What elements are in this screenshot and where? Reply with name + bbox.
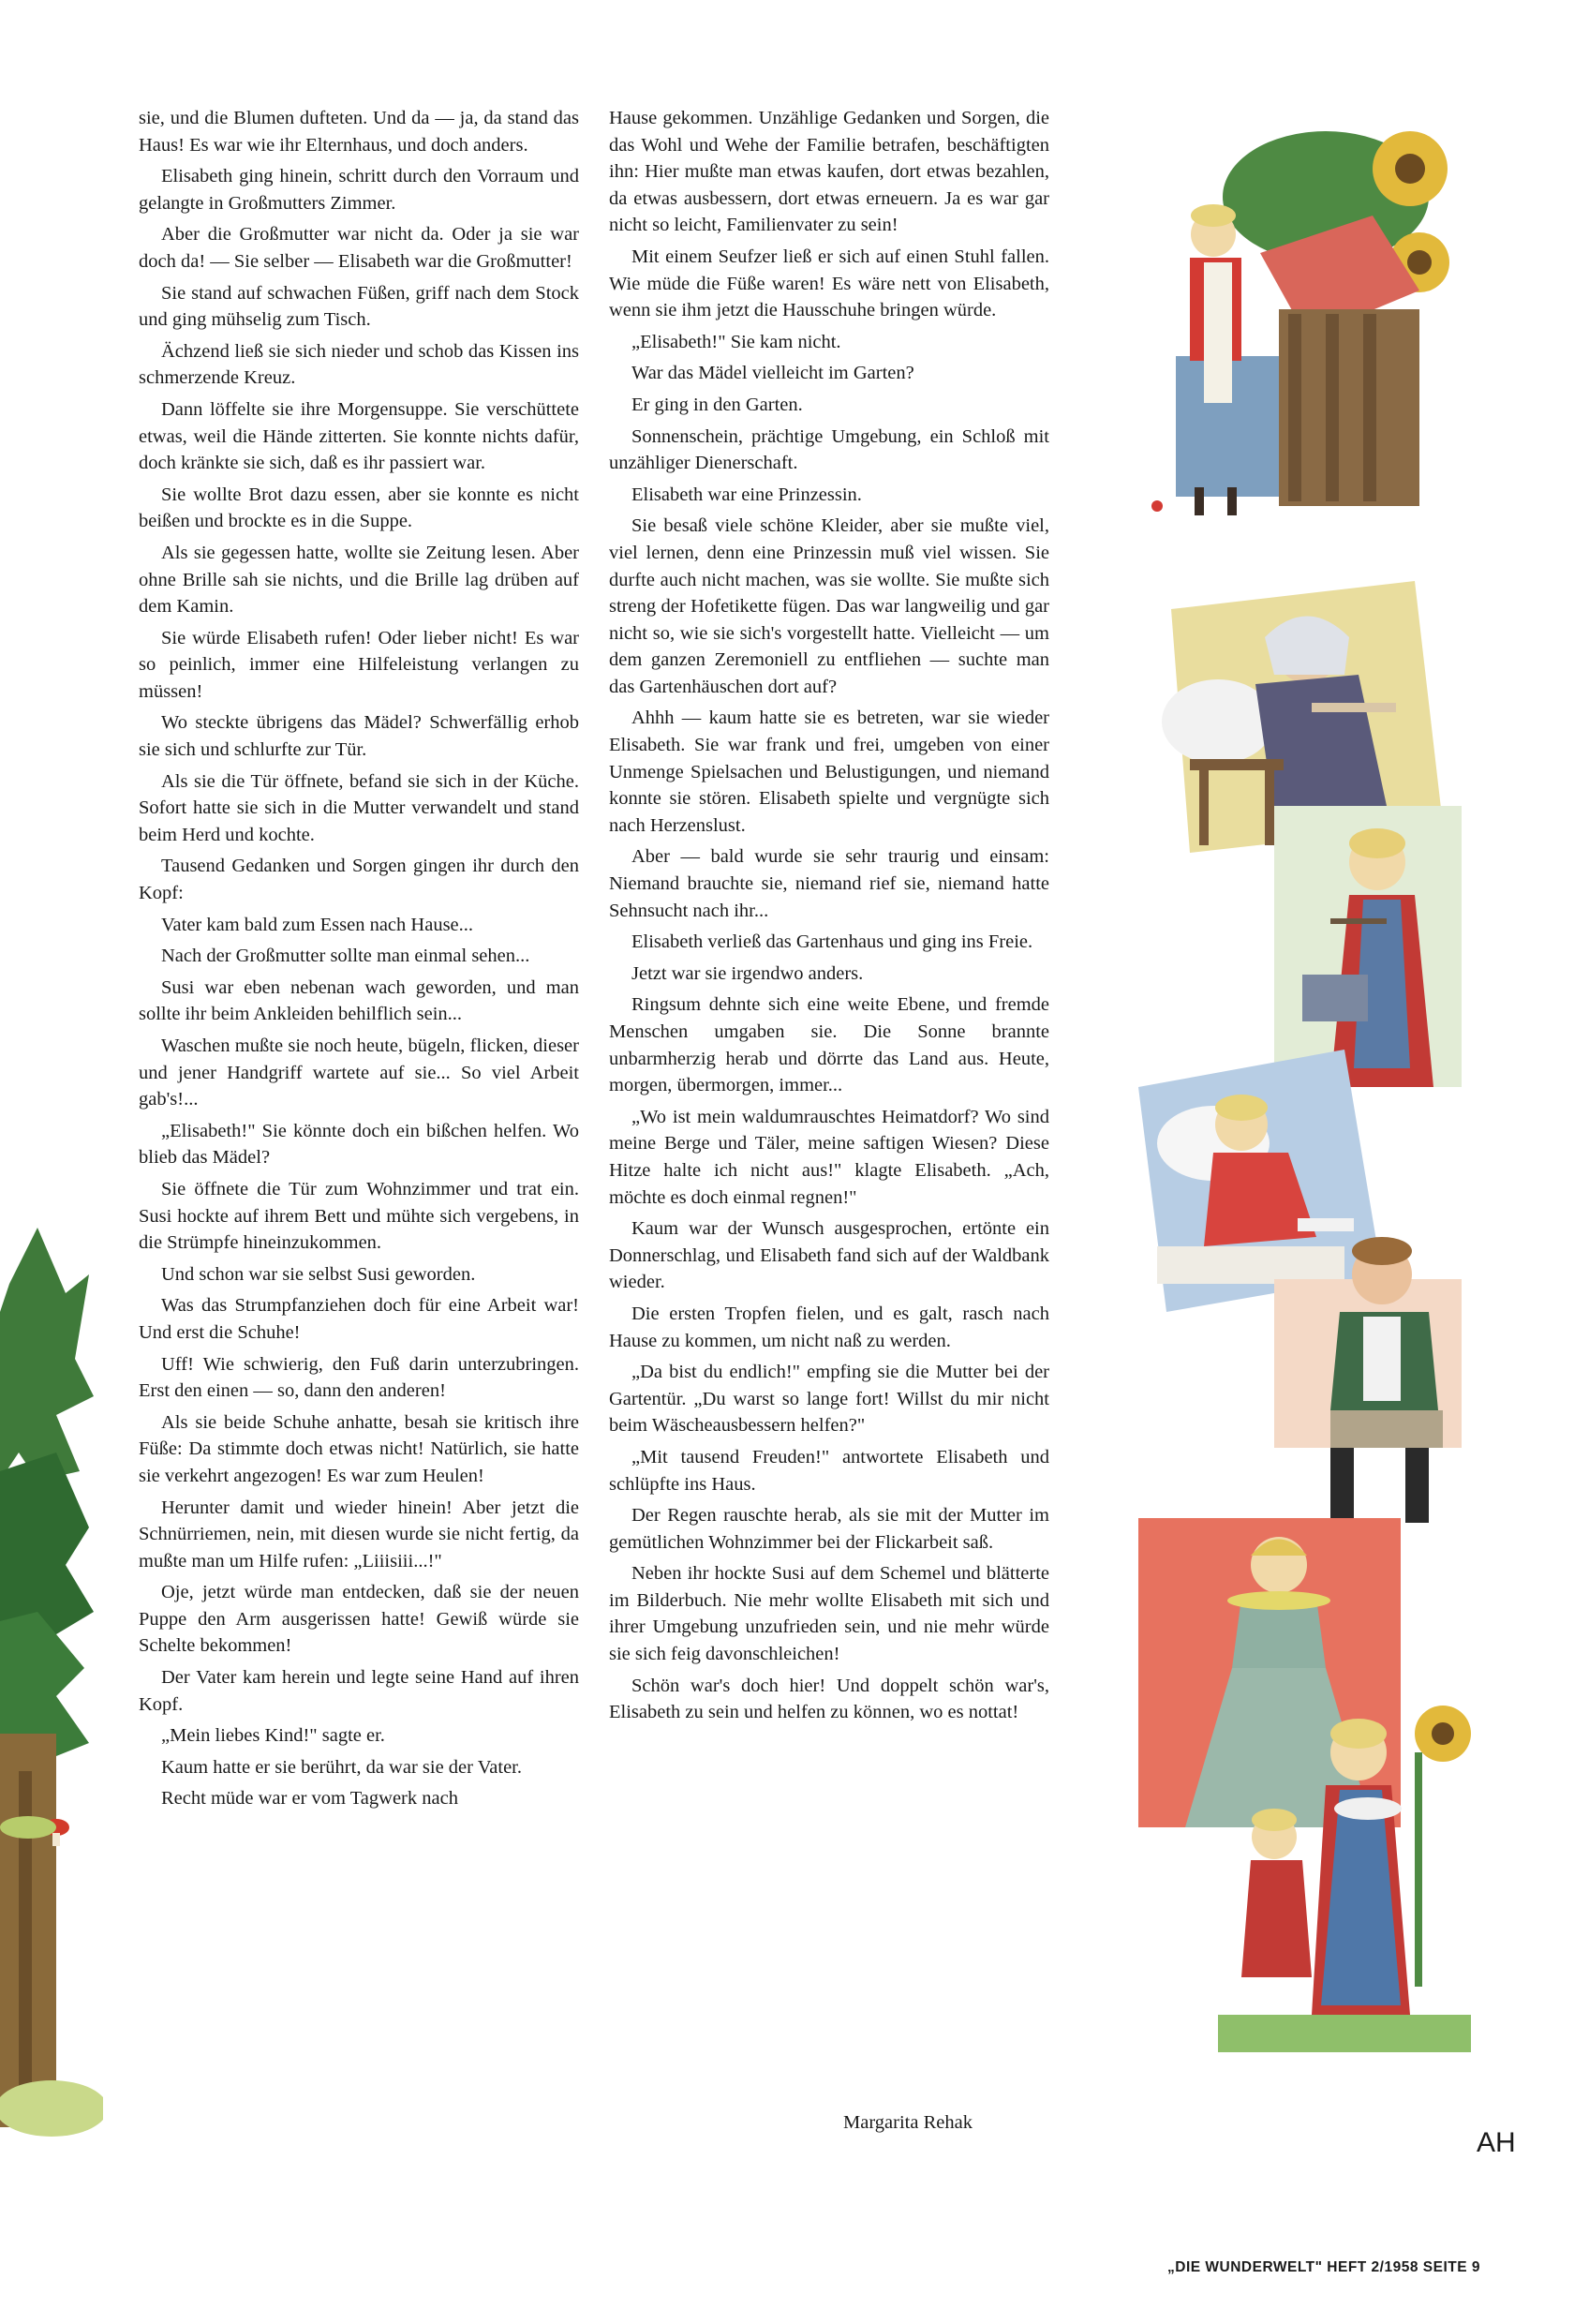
- paragraph: Als sie beide Schuhe anhatte, besah sie kritisch ihre Füße: Da stimmte doch etwas nicht! Natürlich, sie hatte sie verkehrt angezogen! Es war zum Heulen!: [139, 1411, 579, 1486]
- paragraph: Der Regen rauschte herab, als sie mit der Mutter im gemütlichen Wohnzimmer bei der Flickarbeit saß.: [609, 1505, 1049, 1553]
- paragraph: Die ersten Tropfen fielen, und es galt, rasch nach Hause zu kommen, um nicht naß zu werden.: [609, 1303, 1049, 1351]
- paragraph: Neben ihr hockte Susi auf dem Schemel und blätterte im Bilderbuch. Nie mehr wollte Elisabeth mit sich und ihrer Umgebung unzufrieden sein, und nie mehr würde sie sich feig davonschleichen!: [609, 1563, 1049, 1665]
- paragraph: Mit einem Seufzer ließ er sich auf einen Stuhl fallen. Wie müde die Füße waren! Es wäre nett von Elisabeth, wenn sie ihm jetzt die Hausschuhe bringen würde.: [609, 246, 1049, 321]
- paragraph: Elisabeth ging hinein, schritt durch den Vorraum und gelangte in Großmutters Zimmer.: [139, 166, 579, 214]
- paragraph: Herunter damit und wieder hinein! Aber jetzt die Schnürriemen, nein, mit diesen wurde sie nicht fertig, da mußte man um Hilfe rufen: „Liiisiii...!": [139, 1497, 579, 1572]
- paragraph: Und schon war sie selbst Susi geworden.: [161, 1263, 476, 1285]
- paragraph: Sie stand auf schwachen Füßen, griff nach dem Stock und ging mühselig zum Tisch.: [139, 282, 579, 331]
- paragraph: Sie besaß viele schöne Kleider, aber sie mußte viel, viel lernen, denn eine Prinzessin muß viel wissen. Sie durfte auch nicht machen, was sie wollte. Sie mußte sich streng der Hofetikette fügen. Das war langweilig und gar nicht so, wie sie sich's vorgestellt hatte. Vielleicht — um dem ganzen Zeremoniell zu entfliehen — suchte man das Gartenhäuschen dort auf?: [609, 515, 1049, 697]
- paragraph: Als sie gegessen hatte, wollte sie Zeitung lesen. Aber ohne Brille sah sie nichts, und die Brille lag drüben auf dem Kamin.: [139, 542, 579, 618]
- paragraph: Sie würde Elisabeth rufen! Oder lieber nicht! Es war so peinlich, immer eine Hilfeleistung verlangen zu müssen!: [139, 627, 579, 702]
- paragraph: Oje, jetzt würde man entdecken, daß sie der neuen Puppe den Arm ausgerissen hatte! Gewiß würde sie Schelte bekommen!: [139, 1582, 579, 1657]
- paragraph: Der Vater kam herein und legte seine Hand auf ihren Kopf.: [139, 1667, 579, 1715]
- paragraph: Hause gekommen. Unzählige Gedanken und Sorgen, die das Wohl und Wehe der Familie betrafen, beschäftigten ihn: Hier mußte man etwas kaufen, dort etwas bezahlen, da etwas ausbessern, dort etwas erneuern. Ja es war gar nicht so leicht, Familienvater zu sein!: [609, 108, 1049, 236]
- paragraph: Elisabeth verließ das Gartenhaus und ging ins Freie.: [631, 931, 1033, 953]
- paragraph: „Da bist du endlich!" empfing sie die Mutter bei der Gartentür. „Du warst so lange fort! Willst du mir nicht beim Wäscheausbessern helfen?": [609, 1362, 1049, 1437]
- paragraph: „Mit tausend Freuden!" antwortete Elisabeth und schlüpfte ins Haus.: [609, 1446, 1049, 1495]
- paragraph: Wo steckte übrigens das Mädel? Schwerfällig erhob sie sich und schlurfte zur Tür.: [139, 712, 579, 761]
- mother-and-susi-at-gate-illustration: [1218, 1696, 1471, 2062]
- paragraph: Was das Strumpfanziehen doch für eine Arbeit war! Und erst die Schuhe!: [139, 1295, 579, 1343]
- paragraph: Als sie die Tür öffnete, befand sie sich in der Küche. Sofort hatte sie sich in die Mutter verwandelt und stand beim Herd und kochte.: [139, 770, 579, 845]
- paragraph: Tausend Gedanken und Sorgen gingen ihr durch den Kopf:: [139, 856, 579, 904]
- paragraph: Recht müde war er vom Tagwerk nach: [161, 1788, 458, 1810]
- paragraph: Vater kam bald zum Essen nach Hause...: [161, 914, 474, 935]
- paragraph: Nach der Großmutter sollte man einmal sehen...: [161, 946, 530, 967]
- paragraph: Ächzend ließ sie sich nieder und schob das Kissen ins schmerzende Kreuz.: [139, 340, 579, 389]
- paragraph: War das Mädel vielleicht im Garten?: [631, 363, 914, 384]
- paragraph: Jetzt war sie irgendwo anders.: [631, 962, 864, 984]
- paragraph: Uff! Wie schwierig, den Fuß darin unterzubringen. Erst den einen — so, dann den anderen!: [139, 1353, 579, 1402]
- paragraph: „Elisabeth!" Sie kam nicht.: [631, 331, 841, 352]
- paragraph: sie, und die Blumen dufteten. Und da — ja, da stand das Haus! Es war wie ihr Elternhaus, und doch anders.: [139, 108, 579, 156]
- paragraph: Sie wollte Brot dazu essen, aber sie konnte es nicht beißen und brockte es in die Suppe.: [139, 484, 579, 532]
- forest-illustration: [0, 1171, 103, 2202]
- paragraph: Aber — bald wurde sie sehr traurig und einsam: Niemand brauchte sie, niemand rief sie, niemand hatte Sehnsucht nach ihr...: [609, 846, 1049, 921]
- paragraph: „Wo ist mein waldumrauschtes Heimatdorf? Wo sind meine Berge und Täler, meine saftigen Wiesen? Diese Hitze halte ich nicht aus!" klagte Elisabeth. „Ach, möchte es doch einmal regnen!": [609, 1106, 1049, 1208]
- paragraph: Dann löffelte sie ihre Morgensuppe. Sie verschüttete etwas, weil die Hände zitterten. Sie konnte nichts dafür, doch kränkte sie sich, daß es ihr passiert war.: [139, 398, 579, 474]
- story-left-column: [139, 105, 579, 1817]
- paragraph: Waschen mußte sie noch heute, bügeln, flicken, dieser und jener Handgriff wartete auf sie... So viel Arbeit gab's!...: [139, 1035, 579, 1110]
- paragraph: Susi war eben nebenan wach geworden, und man sollte ihr beim Ankleiden behilflich sein...: [139, 976, 579, 1025]
- author-credit: Margarita Rehak: [843, 2112, 973, 2133]
- father-resting-illustration: [1274, 1223, 1462, 1532]
- paragraph: Elisabeth war eine Prinzessin.: [631, 484, 862, 505]
- paragraph: Aber die Großmutter war nicht da. Oder ja sie war doch da! — Sie selber — Elisabeth war die Großmutter!: [139, 224, 579, 272]
- paragraph: Kaum war der Wunsch ausgesprochen, ertönte ein Donnerschlag, und Elisabeth fand sich auf der Waldbank wieder.: [609, 1218, 1049, 1293]
- story-middle-column: [609, 105, 1049, 1731]
- girl-at-garden-gate-illustration: [1138, 122, 1457, 525]
- paragraph: Sonnenschein, prächtige Umgebung, ein Schloß mit unzähliger Dienerschaft.: [609, 425, 1049, 474]
- paragraph: Sie öffnete die Tür zum Wohnzimmer und trat ein. Susi hockte auf ihrem Bett und mühte sich vergebens, in die Strümpfe hineinzukommen.: [139, 1178, 579, 1254]
- paragraph: Er ging in den Garten.: [631, 394, 803, 415]
- paragraph: „Mein liebes Kind!" sagte er.: [161, 1725, 385, 1747]
- paragraph: „Elisabeth!" Sie könnte doch ein bißchen helfen. Wo blieb das Mädel?: [139, 1120, 579, 1169]
- paragraph: Ringsum dehnte sich eine weite Ebene, und fremde Menschen umgaben sie. Die Sonne brannte unbarmherzig herab und dörrte das Land aus. Heute, morgen, übermorgen, immer...: [609, 994, 1049, 1096]
- paragraph: Kaum hatte er sie berührt, da war sie der Vater.: [161, 1756, 522, 1778]
- paragraph: Ahhh — kaum hatte sie es betreten, war sie wieder Elisabeth. Sie war frank und frei, umgeben von einer Unmenge Spielsachen und Belustigungen, und niemand konnte sie stören. Elisabeth spielte und vergnügte sich nach Herzenslust.: [609, 708, 1049, 836]
- paragraph: Schön war's doch hier! Und doppelt schön war's, Elisabeth zu sein und helfen zu können, wo es nottat!: [609, 1675, 1049, 1723]
- illustrator-signature: AH: [1477, 2127, 1516, 2158]
- page-footer: „DIE WUNDERWELT" HEFT 2/1958 SEITE 9: [1167, 2259, 1480, 2275]
